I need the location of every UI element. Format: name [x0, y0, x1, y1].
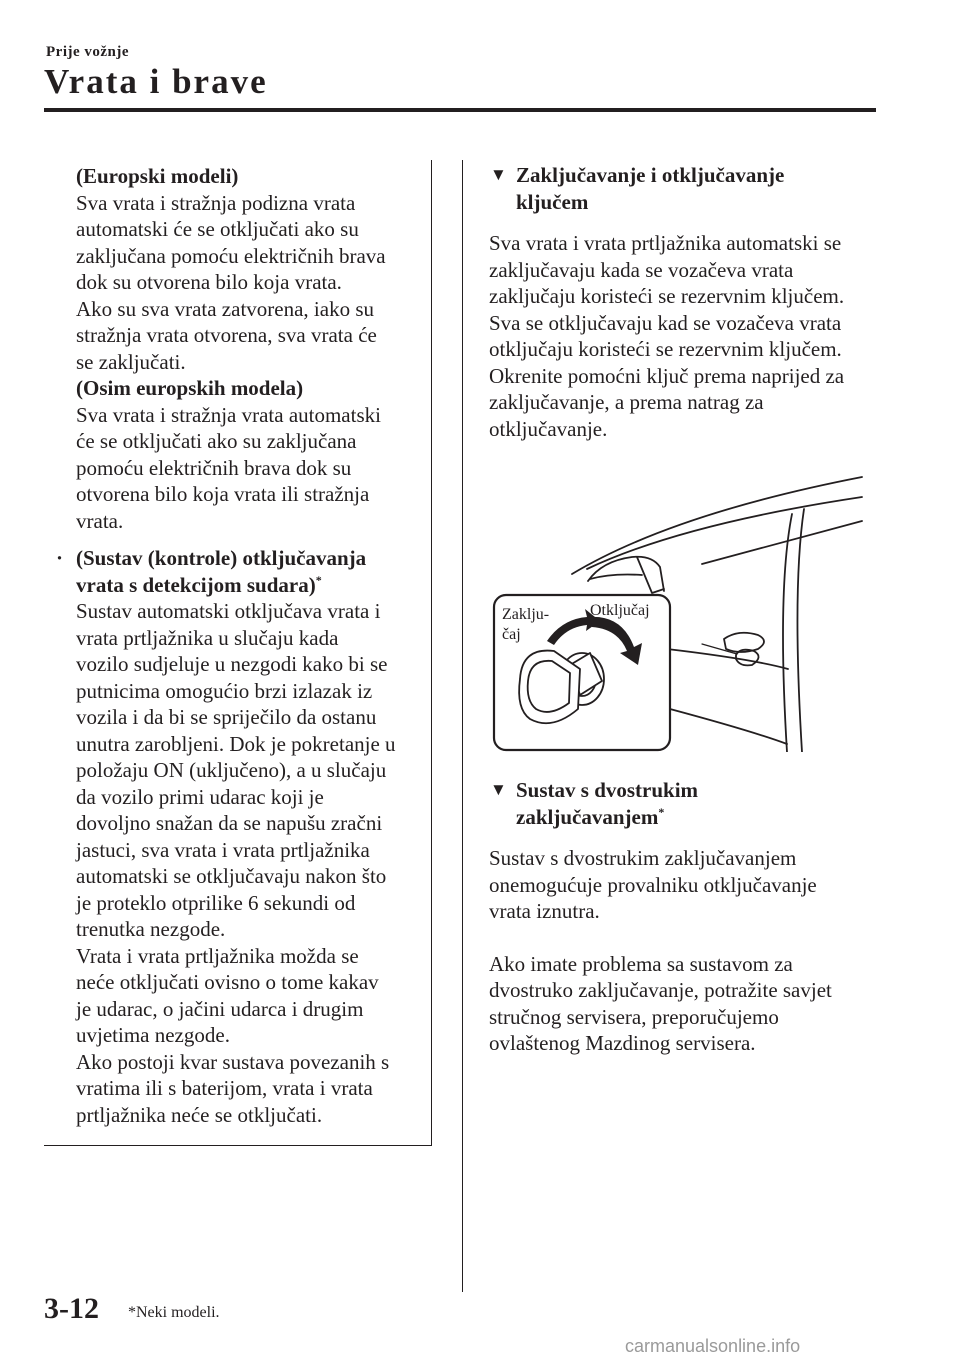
text-line: ovlaštenog Mazdinog servisera. — [489, 1031, 756, 1055]
text-line: dok su otvorena bilo koja vrata. — [76, 270, 342, 294]
heading-line — [516, 804, 879, 831]
double-lock-heading — [489, 777, 879, 830]
door-edge-inner — [797, 509, 804, 752]
triangle-down-icon: ▼ — [490, 165, 507, 184]
text-line: dovoljno snažan da se napušu zračni — [76, 811, 383, 835]
asterisk-mark: * — [315, 572, 322, 587]
text-line: Sva vrata i stražnja vrata automatski — [76, 402, 381, 427]
mirror-edge — [590, 575, 642, 580]
text-line: stručnog servisera, preporučujemo — [489, 1004, 779, 1029]
text-line: trenutka nezgode. — [76, 917, 226, 941]
text-line: putnicima omogućio brzi izlazak iz — [76, 678, 373, 703]
text-line: stražnja vrata otvorena, sva vrata će — [76, 323, 377, 347]
left-column — [56, 163, 426, 1128]
text-line: Vrata i vrata prtljažnika možda se — [76, 943, 359, 968]
europe-heading: (Europski modeli) — [76, 164, 239, 188]
lock-label-line1: Zaklju- — [502, 606, 550, 623]
text-line: otključavanje. — [489, 416, 608, 441]
asterisk-mark: * — [658, 804, 665, 819]
text-line: vrata. — [76, 508, 124, 533]
crash-heading-line: (Sustav (kontrole) otključavanja — [76, 546, 367, 570]
heading-line: ključem — [516, 189, 589, 214]
crash-heading-line — [76, 572, 426, 599]
window-sill — [702, 521, 862, 564]
text-line: Sva vrata i vrata prtljažnika automatski se — [489, 231, 842, 255]
page-number: 3-12 — [44, 1292, 99, 1325]
europe-text — [76, 190, 426, 376]
text-line: je proteklo otprilike 6 sekundi od — [76, 890, 356, 915]
text-line: vrata iznutra. — [489, 899, 600, 923]
triangle-down-icon: ▼ — [490, 780, 507, 799]
text-line: zaključana pomoću električnih brava — [76, 243, 386, 268]
text-line: neće otključati ovisno o tome kakav — [76, 970, 379, 994]
text-line: Okrenite pomoćni ključ prema naprijed za — [489, 363, 845, 388]
text-line: automatski će se otključati ako su — [76, 217, 359, 241]
watermark: carmanualsonline.info — [625, 1336, 801, 1356]
text-line: zaključavaju kada se vozačeva vrata — [489, 257, 794, 282]
text-line: vozilo sudjeluje u nezgodi kako bi se — [76, 652, 388, 676]
non-europe-text — [76, 402, 426, 535]
text-line: vozila i da bi se spriječilo da ostanu — [76, 705, 377, 729]
text-line: Sva vrata i stražnja podizna vrata — [76, 190, 356, 215]
text-line: Ako su sva vrata zatvorena, iako su — [76, 296, 374, 321]
heading-text: zaključavanjem — [516, 804, 659, 829]
text-line: dvostruko zaključavanje, potražite savjet — [489, 978, 832, 1002]
text-line: Sva se otključavaju kad se vozačeva vrata — [489, 310, 842, 335]
text-line: da vozilo primi udarac koji je — [76, 784, 324, 809]
key-lock-text — [489, 230, 879, 442]
text-line: Ako postoji kvar sustava povezanih s — [76, 1049, 390, 1074]
text-line: vratima ili s baterijom, vrata i vrata — [76, 1076, 373, 1100]
text-line: automatski se otključavaju nakon što — [76, 864, 387, 888]
text-line: pomoću električnih brava dok su — [76, 455, 352, 480]
non-europe-heading: (Osim europskih modela) — [76, 376, 304, 400]
text-line: zaključavanje, a prema natrag za — [489, 390, 764, 414]
text-line: Ako imate problema sa sustavom za — [489, 951, 793, 976]
door-key-illustration — [492, 469, 872, 752]
text-line: je udarac, o jačini udarca i drugim — [76, 996, 364, 1021]
text-line: se zaključati. — [76, 349, 186, 374]
heading-line: Zaključavanje i otključavanje — [516, 163, 785, 187]
text-line: onemogućuje provalniku otključavanje — [489, 872, 817, 897]
key-lock-heading — [489, 162, 879, 215]
text-line: otvorena bilo koja vrata ili stražnja — [76, 482, 370, 506]
help-text — [489, 951, 879, 1057]
column-divider — [462, 160, 463, 1292]
text-line: će se otključati ako su zaključana — [76, 429, 357, 453]
lower-body-line — [670, 709, 787, 744]
bullet-icon: · — [56, 546, 64, 570]
text-line: vrata prtljažnika u slučaju kada — [76, 625, 339, 650]
body-crease — [667, 649, 788, 669]
leader-line — [702, 644, 737, 654]
right-column-lower — [489, 777, 879, 1057]
lock-label-line2: čaj — [502, 626, 521, 643]
right-column — [489, 162, 879, 442]
crash-heading-text: vrata s detekcijom sudara) — [76, 572, 316, 597]
text-line: prtljažnika neće se otključati. — [76, 1102, 323, 1127]
heading-line: Sustav s dvostrukim — [516, 778, 699, 802]
text-line: uvjetima nezgode. — [76, 1023, 230, 1047]
double-lock-text — [489, 845, 879, 925]
page-title: Vrata i brave — [44, 62, 268, 101]
crash-text — [76, 598, 426, 1128]
door-edge — [783, 514, 792, 752]
unlock-label: Otključaj — [590, 602, 650, 619]
text-line: Sustav automatski otključava vrata i — [76, 599, 381, 623]
text-line: otključaju koristeći se rezervnim ključem. — [489, 337, 842, 361]
text-line: jastuci, sva vrata i vrata prtljažnika — [76, 837, 370, 862]
section-label: Prije vožnje — [46, 44, 130, 60]
footnote: *Neki modeli. — [128, 1304, 220, 1321]
text-line: položaju ON (uključeno), a u slučaju — [76, 758, 387, 782]
text-line: zaključaju koristeći se rezervnim ključem. — [489, 284, 845, 308]
text-line: unutra zarobljeni. Dok je pokretanje u — [76, 731, 396, 756]
text-line: Sustav s dvostrukim zaključavanjem — [489, 846, 797, 870]
title-rule — [44, 108, 876, 112]
crash-unlock-item — [56, 545, 426, 598]
